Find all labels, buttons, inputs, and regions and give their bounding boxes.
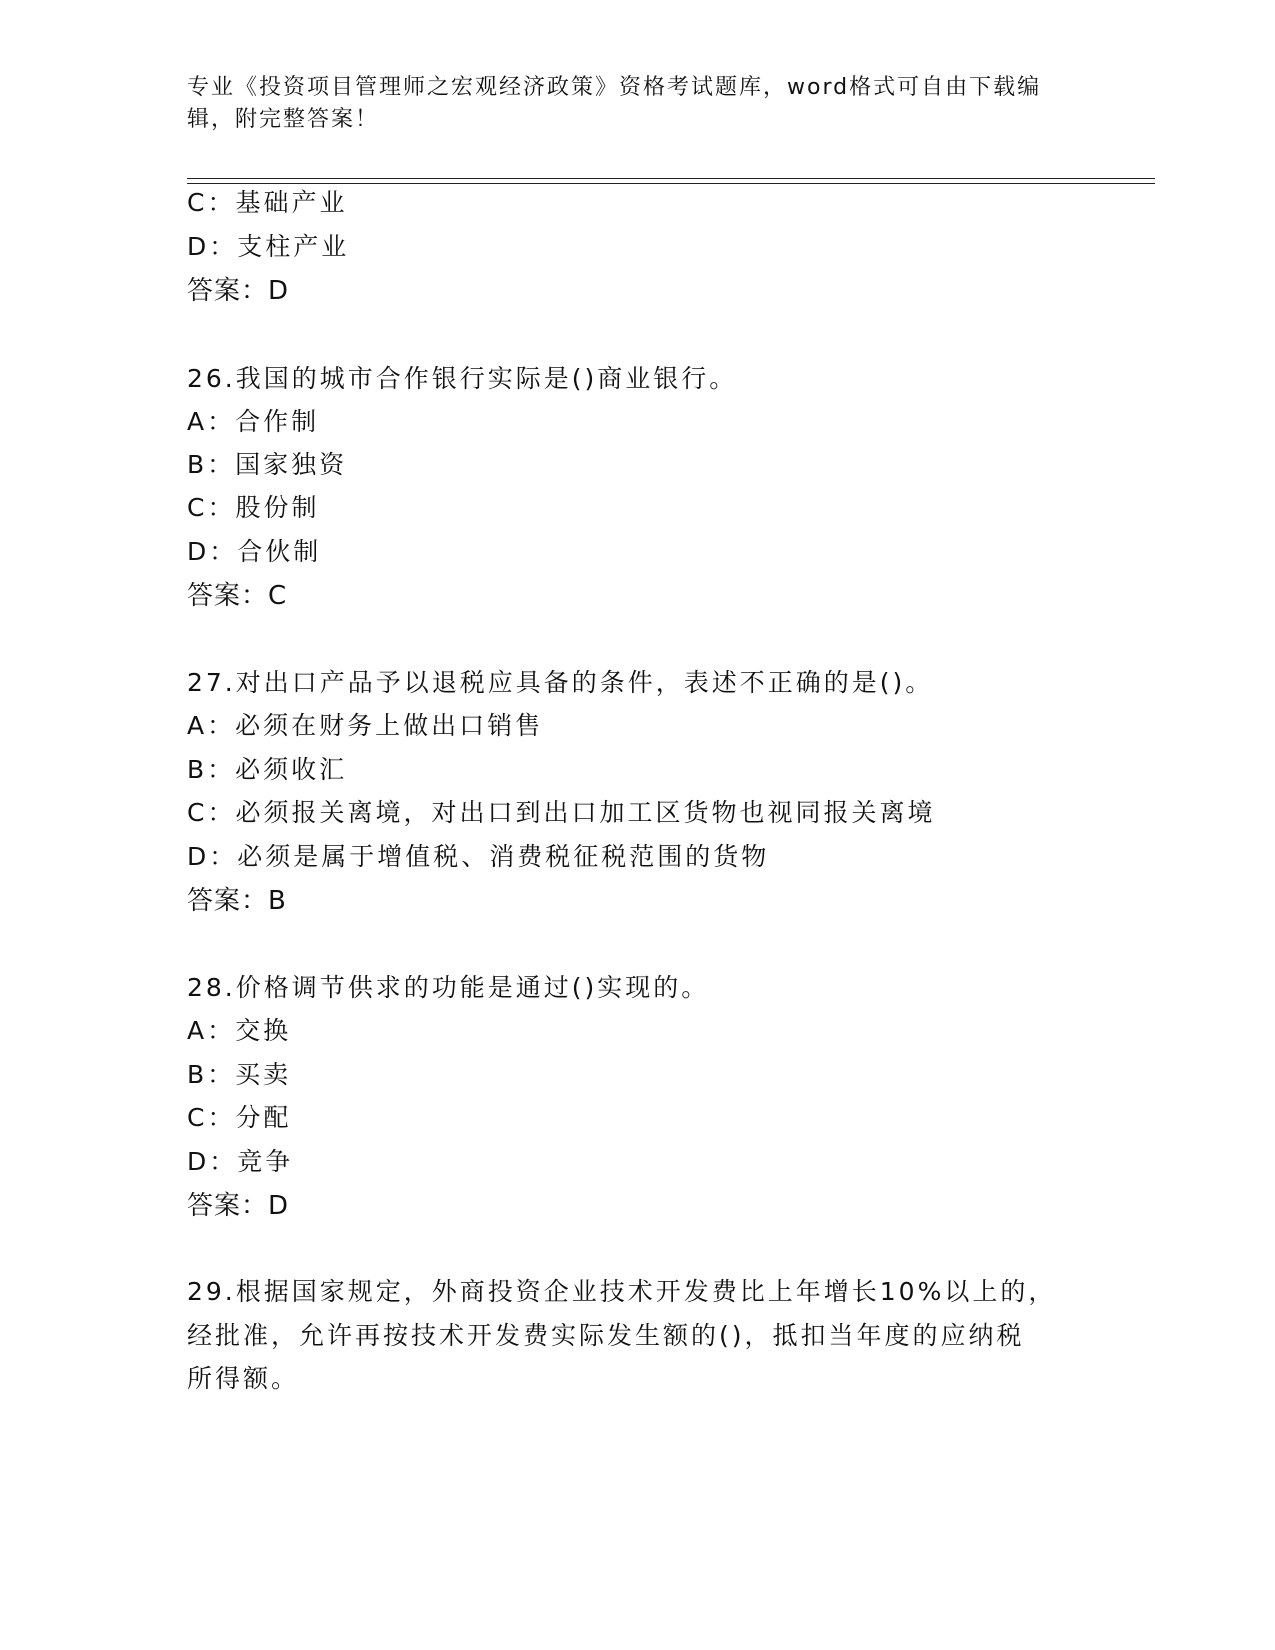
question-29-stem-line-1: 29.根据国家规定，外商投资企业技术开发费比上年增长10%以上的， <box>187 1277 1057 1306</box>
header-line-2: 辑，附完整答案！ <box>187 107 380 132</box>
document-header <box>187 72 1067 136</box>
question-27-stem: 27.对出口产品予以退税应具备的条件，表述不正确的是()。 <box>187 668 934 697</box>
question-26-option-c: C：股份制 <box>187 493 320 522</box>
question-26-option-a: A：合作制 <box>187 407 320 436</box>
question-28-option-b: B：买卖 <box>187 1060 292 1089</box>
question-28-option-a: A：交换 <box>187 1016 292 1045</box>
question-26-answer: 答案：C <box>187 581 288 611</box>
question-26-stem: 26.我国的城市合作银行实际是()商业银行。 <box>187 364 738 393</box>
answer-text: 答案：D <box>187 276 290 306</box>
question-27-option-d: D：必须是属于增值税、消费税征税范围的货物 <box>187 842 770 871</box>
option-c: C：基础产业 <box>187 188 348 217</box>
question-26-option-d: D：合伙制 <box>187 537 322 566</box>
question-26-option-b: B：国家独资 <box>187 450 348 479</box>
header-divider-top <box>187 178 1155 179</box>
question-27-option-b: B：必须收汇 <box>187 755 348 784</box>
header-divider-bottom <box>187 183 1155 184</box>
question-28-answer: 答案：D <box>187 1191 290 1221</box>
question-27-option-a: A：必须在财务上做出口销售 <box>187 711 544 740</box>
question-27-option-c: C：必须报关离境，对出口到出口加工区货物也视同报关离境 <box>187 798 936 827</box>
question-28-option-d: D：竞争 <box>187 1147 294 1176</box>
question-29-stem-line-2: 经批准，允许再按技术开发费实际发生额的()，抵扣当年度的应纳税 <box>187 1321 1025 1350</box>
option-d: D：支柱产业 <box>187 232 350 261</box>
question-27-answer: 答案：B <box>187 886 287 916</box>
question-28-option-c: C：分配 <box>187 1103 292 1132</box>
question-29-stem-line-3: 所得额。 <box>187 1364 300 1393</box>
header-line-1: 专业《投资项目管理师之宏观经济政策》资格考试题库，word格式可自由下载编 <box>187 75 1042 100</box>
question-28-stem: 28.价格调节供求的功能是通过()实现的。 <box>187 973 710 1002</box>
